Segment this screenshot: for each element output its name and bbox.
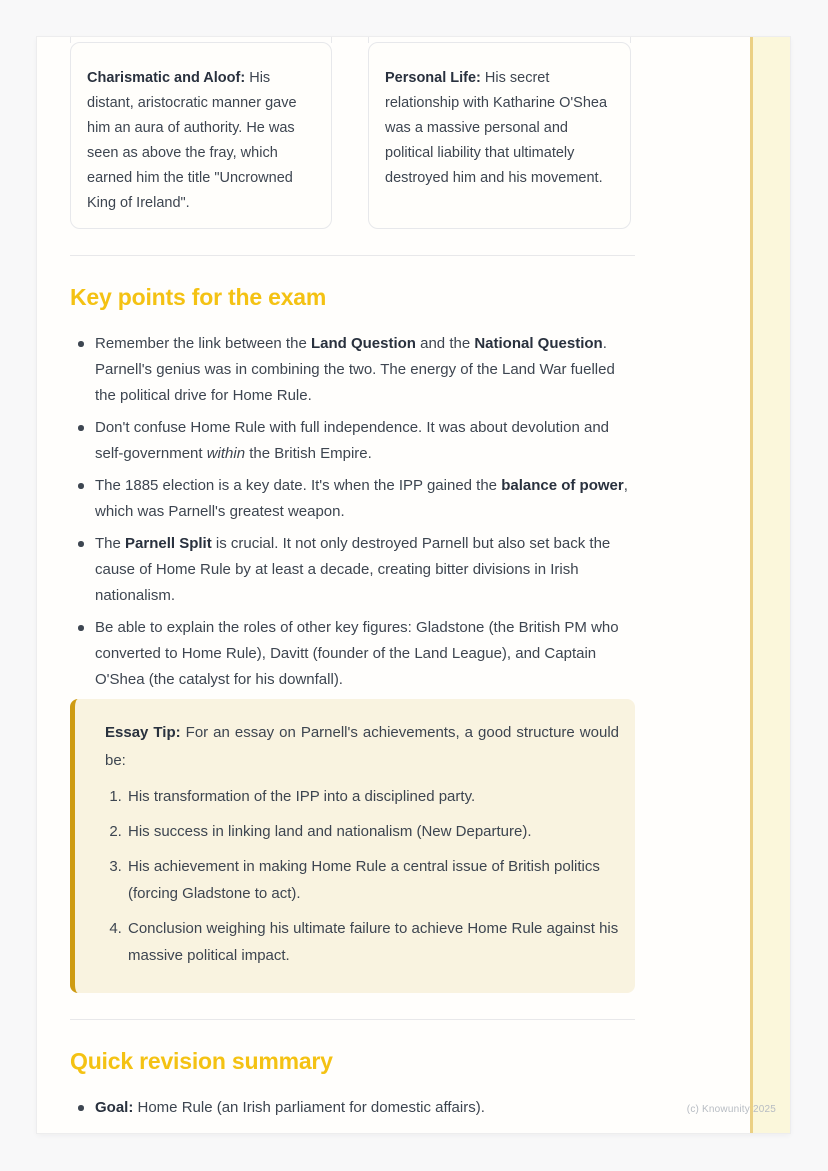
section-divider [70, 255, 635, 256]
copyright-watermark: (c) Knowunity 2025 [686, 1104, 776, 1115]
bullet-text: Don't confuse Home Rule with full independence. It was about devolution and self-government within the British Empire. [95, 419, 610, 462]
key-points-list [70, 331, 635, 693]
bullet-text: Be able to explain the roles of other key figures: Gladstone (the British PM who converted to Home Rule), Davitt (founder of the Land League), and Captain O'Shea (the catalyst for his downfall). [95, 619, 619, 688]
numbered-item: 4. Conclusion weighing his ultimate failure to achieve Home Rule against his massive political impact. [126, 915, 619, 969]
bullet-dot-icon [78, 425, 84, 431]
fact-card-grid [70, 42, 635, 229]
bullet-text: The 1885 election is a key date. It's when the IPP gained the balance of power, which was Parnell's greatest weapon. [95, 477, 628, 520]
section-divider [70, 1019, 635, 1020]
bullet-item [70, 473, 635, 525]
bullet-dot-icon [78, 341, 84, 347]
fact-card-text: Charismatic and Aloof: His distant, aristocratic manner gave him an aura of authority. He was seen as above the fray, which earned him the title "Uncrowned King of Ireland". [87, 70, 297, 211]
essay-tip-callout [70, 699, 635, 993]
document-page [37, 37, 790, 1133]
fact-card-personal-life [368, 42, 631, 229]
bullet-item [70, 615, 635, 693]
section-heading-key-points: Key points for the exam [70, 284, 327, 310]
bullet-dot-icon [78, 1105, 84, 1111]
bullet-dot-icon [78, 625, 84, 631]
fact-card-text: Personal Life: His secret relationship with Katharine O'Shea was a massive personal and political liability that ultimately destroyed him and his movement. [385, 70, 608, 186]
bullet-text: Remember the link between the Land Question and the National Question. Parnell's genius was in combining the two. The energy of the Land War fuelled the political drive for Home Rule. [95, 335, 615, 404]
bullet-dot-icon [78, 483, 84, 489]
bullet-text: Goal: Home Rule (an Irish parliament for domestic affairs). [95, 1099, 485, 1116]
bullet-text: The Parnell Split is crucial. It not only destroyed Parnell but also set back the cause of Home Rule by at least a decade, creating bitter divisions in Irish nationalism. [95, 535, 611, 604]
quick-revision-list [70, 1095, 635, 1121]
essay-tip-intro: Essay Tip: For an essay on Parnell's achievements, a good structure would be: [105, 724, 619, 769]
numbered-item: 3. His achievement in making Home Rule a central issue of British politics (forcing Gladstone to act). [126, 853, 619, 907]
bullet-item [70, 331, 635, 409]
page-accent-band [750, 37, 790, 1133]
section-heading-quick-revision: Quick revision summary [70, 1048, 333, 1074]
fact-card-charismatic-and-aloof [70, 42, 332, 229]
numbered-item: 2. His success in linking land and nationalism (New Departure). [126, 818, 619, 845]
essay-tip-numbered-list [105, 783, 619, 969]
numbered-item: 1. His transformation of the IPP into a disciplined party. [126, 783, 619, 810]
bullet-item [70, 531, 635, 609]
page-content [70, 37, 635, 1127]
bullet-item [70, 415, 635, 467]
bullet-item [70, 1095, 635, 1121]
bullet-dot-icon [78, 541, 84, 547]
